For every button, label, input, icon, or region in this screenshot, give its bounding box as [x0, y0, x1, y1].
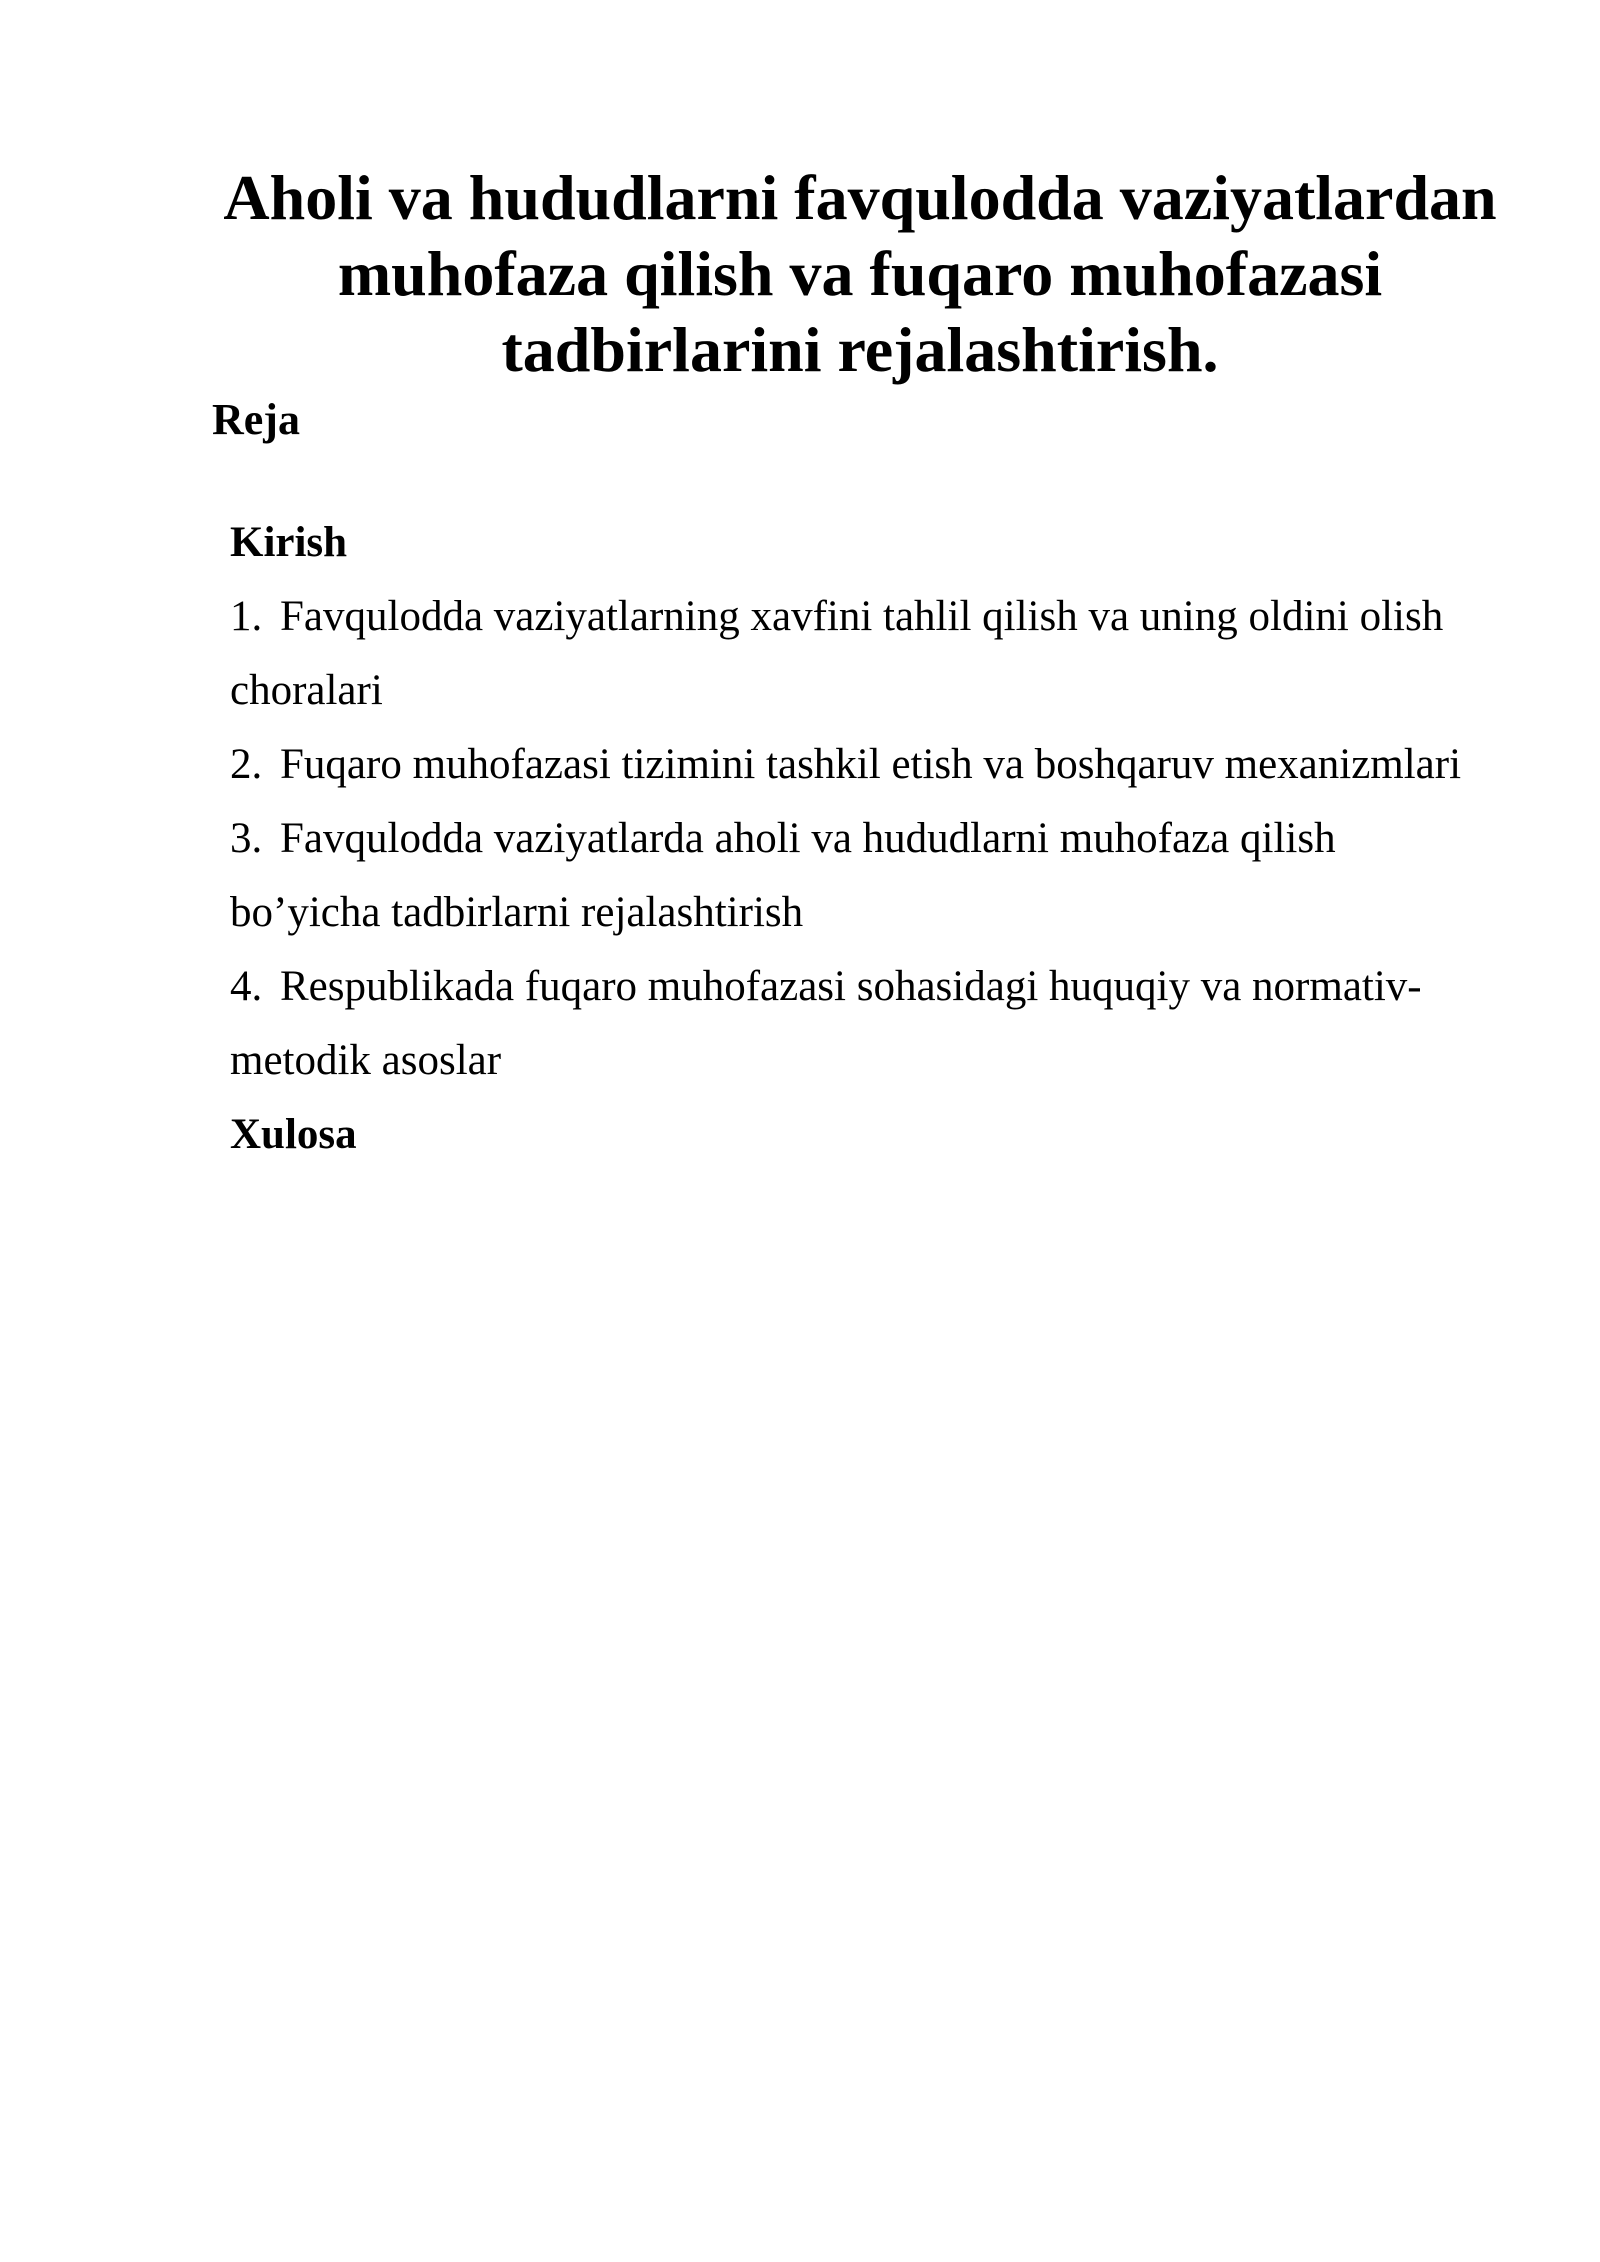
plan-list: [230, 506, 1480, 1172]
plan-item-text: Favqulodda vaziyatlarda aholi va hududlarni muhofaza qilish bo’yicha tadbirlarni rejalashtirish: [230, 815, 1336, 936]
plan-item-text: Fuqaro muhofazasi tizimini tashkil etish va boshqaruv mexanizmlari: [280, 741, 1462, 788]
plan-item-number: 1.: [230, 593, 263, 640]
plan-item-number: 3.: [230, 815, 263, 862]
document-title: Aholi va hududlarni favqulodda vaziyatlardan muhofaza qilish va fuqaro muhofazasi tadbirlarini rejalashtirish.: [223, 162, 1497, 385]
plan-item-number: 2.: [230, 741, 263, 788]
plan-heading: Reja: [212, 395, 300, 444]
plan-intro: Kirish: [230, 519, 348, 566]
plan-item-number: 4.: [230, 963, 263, 1010]
plan-item-4: [230, 950, 1480, 1098]
plan-item-text: Respublikada fuqaro muhofazasi sohasidagi huquqiy va normativ-metodik asoslar: [230, 963, 1422, 1084]
plan-item-1: [230, 580, 1480, 728]
plan-conclusion: Xulosa: [230, 1111, 357, 1158]
plan-item-text: Favqulodda vaziyatlarning xavfini tahlil qilish va uning oldini olish choralari: [230, 593, 1444, 714]
plan-item-3: [230, 802, 1480, 950]
plan-item-2: [230, 728, 1480, 802]
